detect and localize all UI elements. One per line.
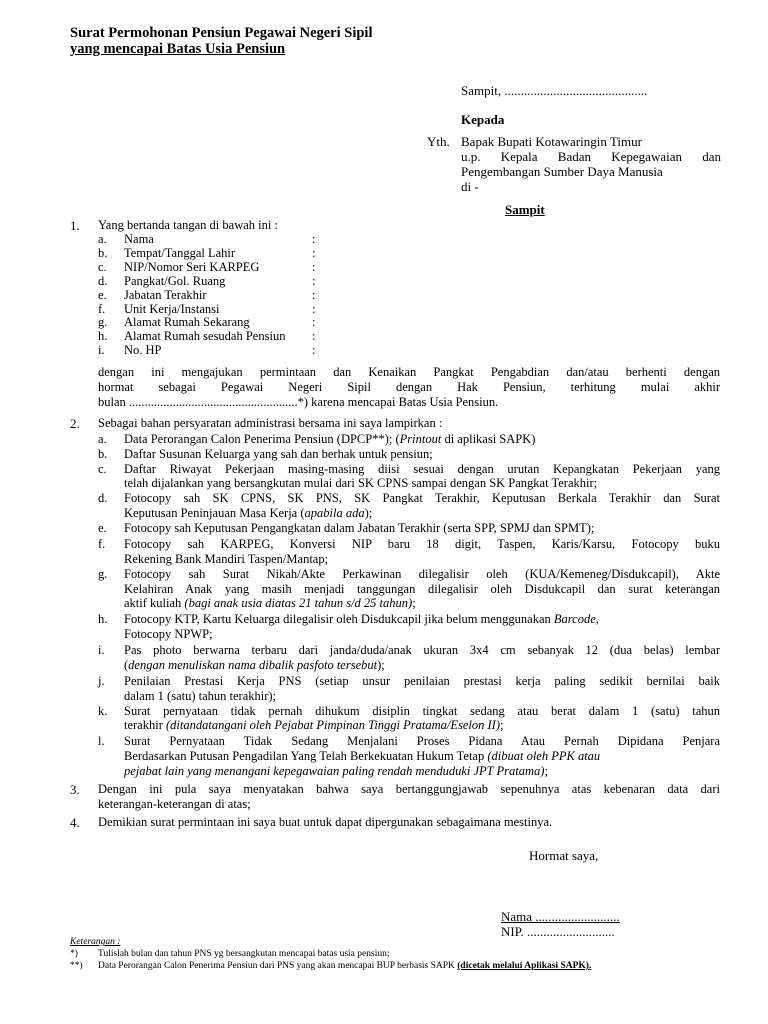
item-text: Fotocopy sah SK CPNS, SK PNS, SK Pangkat Terakhir, Keputusan Berkala Terakhir dan Surat	[124, 491, 720, 505]
item-text-italic: Printout	[399, 432, 442, 446]
section1-number: 1.	[70, 218, 80, 233]
recipient-line3: Pengembangan Sumber Daya Manusia	[461, 164, 663, 179]
item-line	[124, 718, 504, 733]
signature-name: Nama ..........................	[501, 909, 620, 924]
item-line	[124, 432, 535, 447]
field-label: Alamat Rumah sesudah Pensiun	[124, 329, 286, 344]
note-line	[98, 961, 591, 971]
recipient-line2: u.p. Kepala Badan Kepegawaian dan	[461, 149, 721, 164]
item-line	[124, 506, 372, 521]
item-line	[124, 537, 720, 552]
field-colon: :	[312, 343, 316, 358]
item-line	[124, 567, 720, 582]
field-key: d.	[98, 273, 108, 288]
section1-para-line2: hormat sebagai Pegawai Negeri Sipil dengan Hak Pensiun, terhitung mulai akhir	[98, 380, 720, 394]
item-text: Keputusan Peninjauan Masa Kerja (	[124, 506, 305, 520]
item-text-end: ;	[544, 764, 548, 778]
item-text: dalam 1 (satu) tahun terakhir);	[124, 689, 277, 703]
item-line	[124, 749, 600, 764]
item-text: Fotocopy sah Surat Nikah/Akte Perkawinan dilegalisir oleh (KUA/Kemeneg/Disdukcapil), Akte	[124, 567, 720, 581]
item-text-end: ,	[595, 612, 599, 626]
notes-heading: Keterangan :	[70, 937, 121, 947]
item-line	[124, 627, 213, 642]
section3-number: 3.	[70, 782, 80, 797]
item-key: h.	[98, 612, 108, 626]
item-key: j.	[98, 674, 105, 688]
item-text-italic: pejabat lain yang menangani kepegawaian paling rendah menduduki JPT Pratama)	[124, 764, 545, 778]
item-text: telah dijalankan yang bersangkutan mulai dari SK CPNS sampai dengan SK Pangkat Terakhir;	[124, 476, 598, 490]
section3-line1: Dengan ini pula saya menyatakan bahwa saya bertanggungjawab sepenuhnya atas kebenaran data dari	[98, 782, 720, 796]
field-key: a.	[98, 232, 107, 246]
section2-intro: Sebagai bahan persyaratan administrasi bersama ini saya lampirkan :	[98, 416, 443, 430]
field-key: b.	[98, 245, 108, 260]
recipient-city: Sampit	[505, 202, 545, 217]
section1-intro: Yang bertanda tangan di bawah ini :	[98, 218, 278, 232]
field-label: Unit Kerja/Instansi	[124, 301, 220, 316]
item-line	[124, 491, 720, 506]
item-text-end: di aplikasi SAPK)	[441, 432, 536, 446]
item-line	[124, 552, 328, 567]
item-key: e.	[98, 521, 107, 535]
item-line	[124, 476, 597, 491]
item-key: d.	[98, 491, 108, 505]
field-label: No. HP	[124, 343, 162, 358]
place-date: Sampit, ............................................	[461, 83, 648, 98]
item-text: Daftar Susunan Keluarga yang sah dan berhak untuk pensiun;	[124, 447, 433, 461]
field-key: f.	[98, 301, 106, 316]
field-label: Tempat/Tanggal Lahir	[124, 245, 236, 260]
item-text: Rekening Bank Mandiri Taspen/Mantap;	[124, 552, 329, 566]
recipient-line4: di -	[461, 179, 479, 194]
item-text: Surat pernyataan tidak pernah dihukum disiplin tingkat sedang atau berat dalam 1 (satu) tahun	[124, 704, 720, 718]
recipient-line1: Bapak Bupati Kotawaringin Timur	[461, 134, 642, 149]
section3-line2: keterangan-keterangan di atas;	[98, 797, 251, 811]
item-text-italic: (bagi anak usia diatas 21 tahun s/d 25 tahun)	[184, 596, 413, 610]
field-colon: :	[312, 273, 316, 288]
item-text: Fotocopy sah Keputusan Pengangkatan dalam Jabatan Terakhir (serta SPP, SPMJ dan SPMT);	[124, 521, 595, 535]
item-line	[124, 643, 720, 658]
note-text-bold: (dicetak melalui Aplikasi SAPK).	[457, 961, 592, 971]
item-text: Fotocopy NPWP;	[124, 627, 213, 641]
section4-line1: Demikian surat permintaan ini saya buat untuk dapat dipergunakan sebagaimana mestinya.	[98, 815, 553, 829]
field-key: h.	[98, 329, 108, 344]
item-line	[124, 582, 720, 597]
field-colon: :	[312, 245, 316, 260]
note-mark: **)	[70, 961, 83, 971]
item-key: b.	[98, 447, 108, 461]
item-text: Kelahiran Anak yang masih menjadi tanggungan dilegalisir oleh Disdukcapil dan surat keterangan	[124, 582, 720, 596]
item-line	[124, 689, 276, 704]
item-line	[124, 704, 720, 719]
section1-para-line1: dengan ini mengajukan permintaan dan Kenaikan Pangkat Pengabdian dan/atau berhenti dengan	[98, 365, 720, 379]
item-text-end: );	[364, 506, 373, 520]
item-key: k.	[98, 704, 108, 718]
item-text: terakhir	[124, 718, 166, 732]
item-line	[124, 674, 720, 689]
recipient-kepada: Kepada	[461, 112, 505, 127]
item-text-end: );	[377, 658, 385, 672]
field-key: g.	[98, 315, 108, 330]
field-colon: :	[312, 259, 316, 274]
item-text-italic: Barcode	[553, 612, 596, 626]
item-line	[124, 734, 720, 749]
item-line	[124, 764, 548, 779]
signature-closing: Hormat saya,	[529, 848, 599, 863]
item-line	[124, 612, 599, 627]
field-key: e.	[98, 287, 107, 302]
field-colon: :	[312, 329, 316, 344]
item-text: Daftar Riwayat Pekerjaan masing-masing diisi sesuai dengan urutan Kepangkatan Pekerjaan yang	[124, 462, 720, 476]
field-label: Nama	[124, 232, 154, 246]
note-line	[98, 949, 389, 959]
item-text: Surat Pernyataan Tidak Sedang Menjalani Proses Pidana Atau Pernah Dipidana Penjara	[124, 734, 720, 748]
item-text: aktif kuliah	[124, 596, 185, 610]
item-line	[124, 658, 385, 673]
item-text: Pas photo berwarna terbaru dari janda/duda/anak ukuran 3x4 cm sebanyak 12 (dua belas) lembar	[124, 643, 720, 657]
item-key: f.	[98, 537, 106, 551]
section4-number: 4.	[70, 815, 80, 830]
item-text: Fotocopy KTP, Kartu Keluarga dilegalisir oleh Disdukcapil jika belum menggunakan	[124, 612, 554, 626]
item-text: Data Perorangan Calon Penerima Pensiun (DPCP**); (	[124, 432, 400, 446]
field-colon: :	[312, 287, 316, 302]
field-label: Jabatan Terakhir	[124, 287, 207, 302]
item-key: i.	[98, 643, 105, 657]
item-key: c.	[98, 462, 107, 476]
item-text-end: ;	[412, 596, 416, 610]
section1-para-line3: bulan ......................................................*) karena mencapai Batas Usia Pensiun.	[98, 395, 499, 409]
field-colon: :	[312, 232, 316, 246]
field-key: i.	[98, 343, 105, 358]
item-text: Penilaian Prestasi Kerja PNS (setiap unsur penilaian prestasi kerja paling sedikit bernilai baik	[124, 674, 720, 688]
field-colon: :	[312, 315, 316, 330]
item-key: a.	[98, 432, 107, 446]
recipient-yth: Yth.	[427, 134, 450, 149]
item-key: l.	[98, 734, 105, 748]
field-label: Alamat Rumah Sekarang	[124, 315, 250, 330]
letter-title-line2: yang mencapai Batas Usia Pensiun	[70, 41, 286, 57]
letter-title-line1: Surat Permohonan Pensiun Pegawai Negeri Sipil	[70, 25, 373, 41]
note-text: Data Perorangan Calon Penerima Pensiun dari PNS yang akan mencapai BUP berbasis SAPK	[98, 961, 458, 971]
item-text-italic: (ditandatangani oleh Pejabat Pimpinan Tinggi Pratama/Eselon II)	[166, 718, 501, 732]
field-label: NIP/Nomor Seri KARPEG	[124, 259, 260, 274]
field-colon: :	[312, 301, 316, 316]
field-key: c.	[98, 259, 107, 274]
item-line	[124, 447, 433, 462]
field-label: Pangkat/Gol. Ruang	[124, 273, 226, 288]
item-line	[124, 521, 594, 536]
item-line	[124, 596, 416, 611]
item-text: (	[124, 658, 129, 672]
item-key: g.	[98, 567, 108, 581]
item-text: Fotocopy sah KARPEG, Konversi NIP baru 18 digit, Taspen, Karis/Karsu, Fotocopy buku	[124, 537, 720, 551]
item-text-italic: apabila ada	[304, 506, 365, 520]
signature-nip: NIP. ...........................	[501, 924, 615, 939]
section2-number: 2.	[70, 416, 80, 431]
note-text: Tulislah bulan dan tahun PNS yg bersangkutan mencapai batas usia pensiun;	[98, 949, 390, 959]
note-mark: *)	[70, 949, 78, 959]
item-text-end: ;	[500, 718, 504, 732]
item-line	[124, 462, 720, 477]
item-text-italic: (dibuat oleh PPK atau	[487, 749, 601, 763]
item-text: Berdasarkan Putusan Pengadilan Yang Telah Berkekuatan Hukum Tetap	[124, 749, 488, 763]
item-text-italic: dengan menuliskan nama dibalik pasfoto tersebut	[128, 658, 378, 672]
